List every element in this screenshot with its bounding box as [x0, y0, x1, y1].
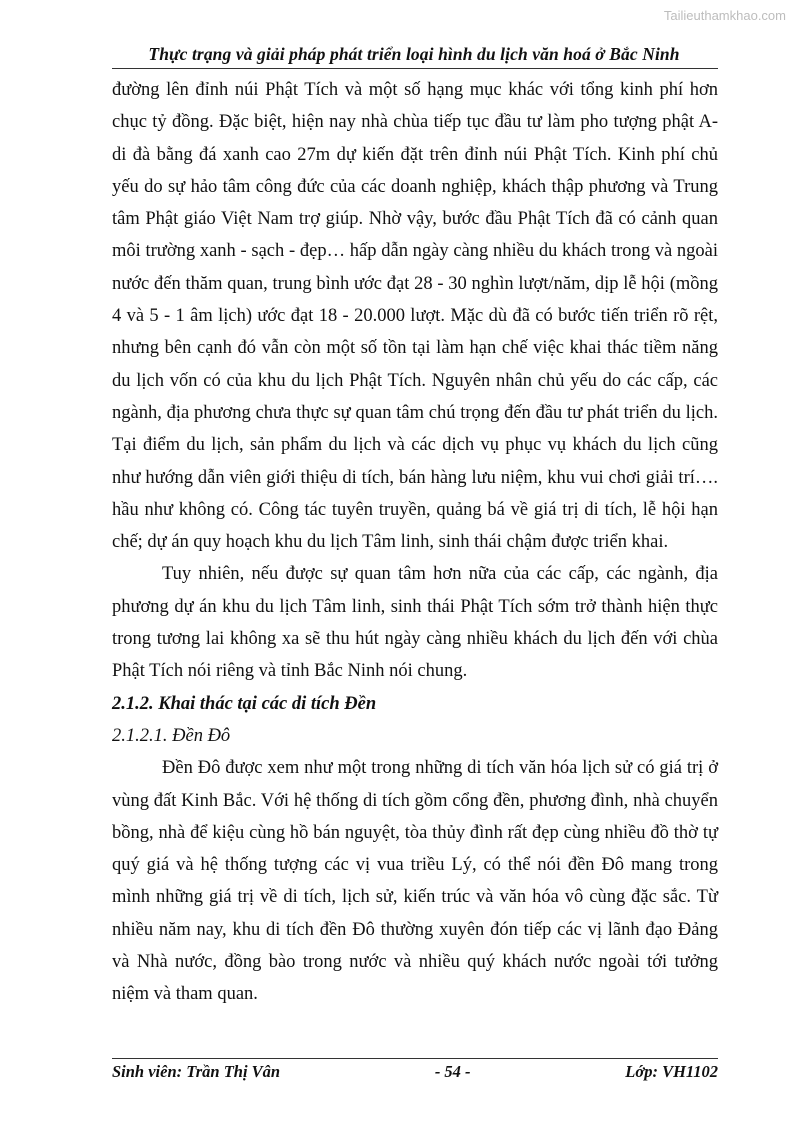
running-header-title: Thực trạng và giải pháp phát triển loại hình du lịch văn hoá ở Bắc Ninh: [148, 44, 680, 64]
footer-student: Sinh viên: Trần Thị Vân: [112, 1062, 281, 1081]
page-footer: [112, 1062, 718, 1082]
footer-divider: [112, 1058, 718, 1059]
page-body: [112, 74, 718, 1011]
paragraph-continued: đường lên đỉnh núi Phật Tích và một số hạng mục khác với tổng kinh phí hơn chục tỷ đồng. Đặc biệt, hiện nay nhà chùa tiếp tục đầu tư làm pho tượng phật A-di đà bằng đá xanh cao 27m dự kiến đặt trên đỉnh núi Phật Tích. Kinh phí chủ yếu do sự hảo tâm công đức của các doanh nghiệp, khách thập phương và Trung tâm Phật giáo Việt Nam trợ giúp. Nhờ vậy, bước đầu Phật Tích đã có cảnh quan môi trường xanh - sạch - đẹp… hấp dẫn ngày càng nhiều du khách trong và ngoài nước đến thăm quan, trung bình ước đạt 28 - 30 nghìn lượt/năm, dịp lễ hội (mồng 4 và 5 - 1 âm lịch) ước đạt 18 - 20.000 lượt. Mặc dù đã có bước tiến triển rõ rệt, nhưng bên cạnh đó vẫn còn một số tồn tại làm hạn chế việc khai thác tiềm năng du lịch vốn có của khu du lịch Phật Tích. Nguyên nhân chủ yếu do các cấp, các ngành, địa phương chưa thực sự quan tâm chú trọng đến đầu tư phát triển du lịch. Tại điểm du lịch, sản phẩm du lịch và các dịch vụ phục vụ khách du lịch cũng như hướng dẫn viên giới thiệu di tích, bán hàng lưu niệm, khu vui chơi giải trí…. hầu như không có. Công tác tuyên truyền, quảng bá về giá trị di tích, lễ hội hạn chế; dự án quy hoạch khu du lịch Tâm linh, sinh thái chậm được triển khai.: [112, 80, 718, 553]
footer-class: Lớp: VH1102: [625, 1062, 718, 1081]
header-divider: [112, 68, 718, 69]
watermark: Tailieuthamkhao.com: [663, 8, 786, 23]
section-heading: 2.1.2. Khai thác tại các di tích Đền: [112, 693, 377, 714]
paragraph: Tuy nhiên, nếu được sự quan tâm hơn nữa của các cấp, các ngành, địa phương dự án khu du lịch Tâm linh, sinh thái Phật Tích sớm trở thành hiện thực trong tương lai không xa sẽ thu hút ngày càng nhiều khách du lịch đến với chùa Phật Tích nói riêng và tỉnh Bắc Ninh nói chung.: [112, 564, 718, 682]
subsection-heading: 2.1.2.1. Đền Đô: [112, 725, 231, 746]
paragraph: Đền Đô được xem như một trong những di tích văn hóa lịch sử có giá trị ở vùng đất Kinh Bắc. Với hệ thống di tích gồm cổng đền, phương đình, nhà chuyển bồng, nhà để kiệu cùng hồ bán nguyệt, tòa thủy đình rất đẹp cùng nhiều đồ thờ tự quý giá và hệ thống tượng các vị vua triều Lý, có thể nói đền Đô mang trong mình những giá trị về di tích, lịch sử, kiến trúc và văn hóa vô cùng đặc sắc. Từ nhiều năm nay, khu di tích đền Đô thường xuyên đón tiếp các vị lãnh đạo Đảng và Nhà nước, đồng bào trong nước và nhiều quý khách nước ngoài tới tưởng niệm và tham quan.: [112, 758, 718, 1005]
page-number: - 54 -: [434, 1062, 471, 1081]
